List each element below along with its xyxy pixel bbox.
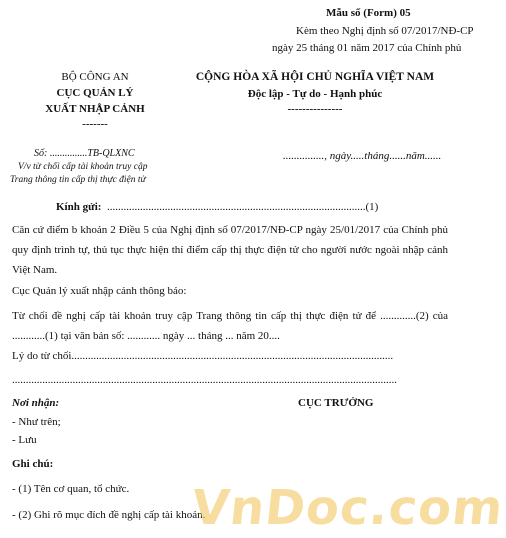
- notes-label: Ghi chú:: [12, 458, 54, 470]
- subject-line1: V/v từ chối cấp tài khoản truy cập: [18, 162, 148, 172]
- form-number: Mẫu số (Form) 05: [326, 7, 411, 19]
- ministry-name: BỘ CÔNG AN: [61, 71, 129, 83]
- document-number: Số: ...............TB-QLXNC: [34, 148, 135, 159]
- recipient-item: - Như trên;: [12, 416, 61, 428]
- place-date: ..............., ngày.....tháng......năm......: [283, 150, 442, 162]
- notice-paragraph: Cục Quản lý xuất nhập cảnh thông báo:: [12, 285, 187, 297]
- republic-title: CỘNG HÒA XÃ HỘI CHỦ NGHĨA VIỆT NAM: [195, 71, 435, 83]
- attached-decree-line: Kèm theo Nghị định số 07/2017/NĐ-CP: [296, 25, 474, 37]
- department-name-line1: CỤC QUẢN LÝ: [56, 87, 134, 99]
- recipient-item: - Lưu: [12, 434, 37, 446]
- attached-date-line: ngày 25 tháng 01 năm 2017 của Chính phủ: [272, 42, 462, 54]
- legal-basis-paragraph: Căn cứ điểm b khoản 2 Điều 5 của Nghị định số 07/2017/NĐ-CP ngày 25/01/2017 của Chính phủ quy định trình tự, thủ tục thực hiện thí điểm cấp thị thực điện tử cho người nước ngoài nhập cảnh Việt Nam.: [12, 224, 448, 276]
- refusal-paragraph: Từ chối đề nghị cấp tài khoản truy cập Trang thông tin cấp thị thực điện tử để .............(2) của ............(1) tại văn bản số: ............ ngày ... tháng ... năm 20....: [12, 310, 448, 342]
- refusal-reason: Lý do từ chối.....................................................................................................................: [12, 350, 394, 362]
- reason-continuation: ............................................................................................................................................: [12, 374, 397, 386]
- motto-divider: ---------------: [287, 103, 343, 115]
- agency-divider: -------: [82, 118, 108, 130]
- signer-title: CỤC TRƯỞNG: [298, 397, 374, 409]
- recipient-placeholder: ..............................................................................................(1): [107, 201, 379, 213]
- note-item: - (2) Ghi rõ mục đích đề nghị cấp tài khoản.: [12, 509, 206, 521]
- department-name-line2: XUẤT NHẬP CẢNH: [45, 103, 145, 115]
- watermark-logo: VnDoc.com: [189, 480, 506, 536]
- note-item: - (1) Tên cơ quan, tổ chức.: [12, 483, 130, 495]
- recipient-label: Kính gửi:: [56, 201, 102, 213]
- recipients-label: Nơi nhận:: [12, 397, 60, 409]
- subject-line2: Trang thông tin cấp thị thực điện tử: [10, 175, 146, 185]
- national-motto: Độc lập - Tự do - Hạnh phúc: [247, 88, 383, 100]
